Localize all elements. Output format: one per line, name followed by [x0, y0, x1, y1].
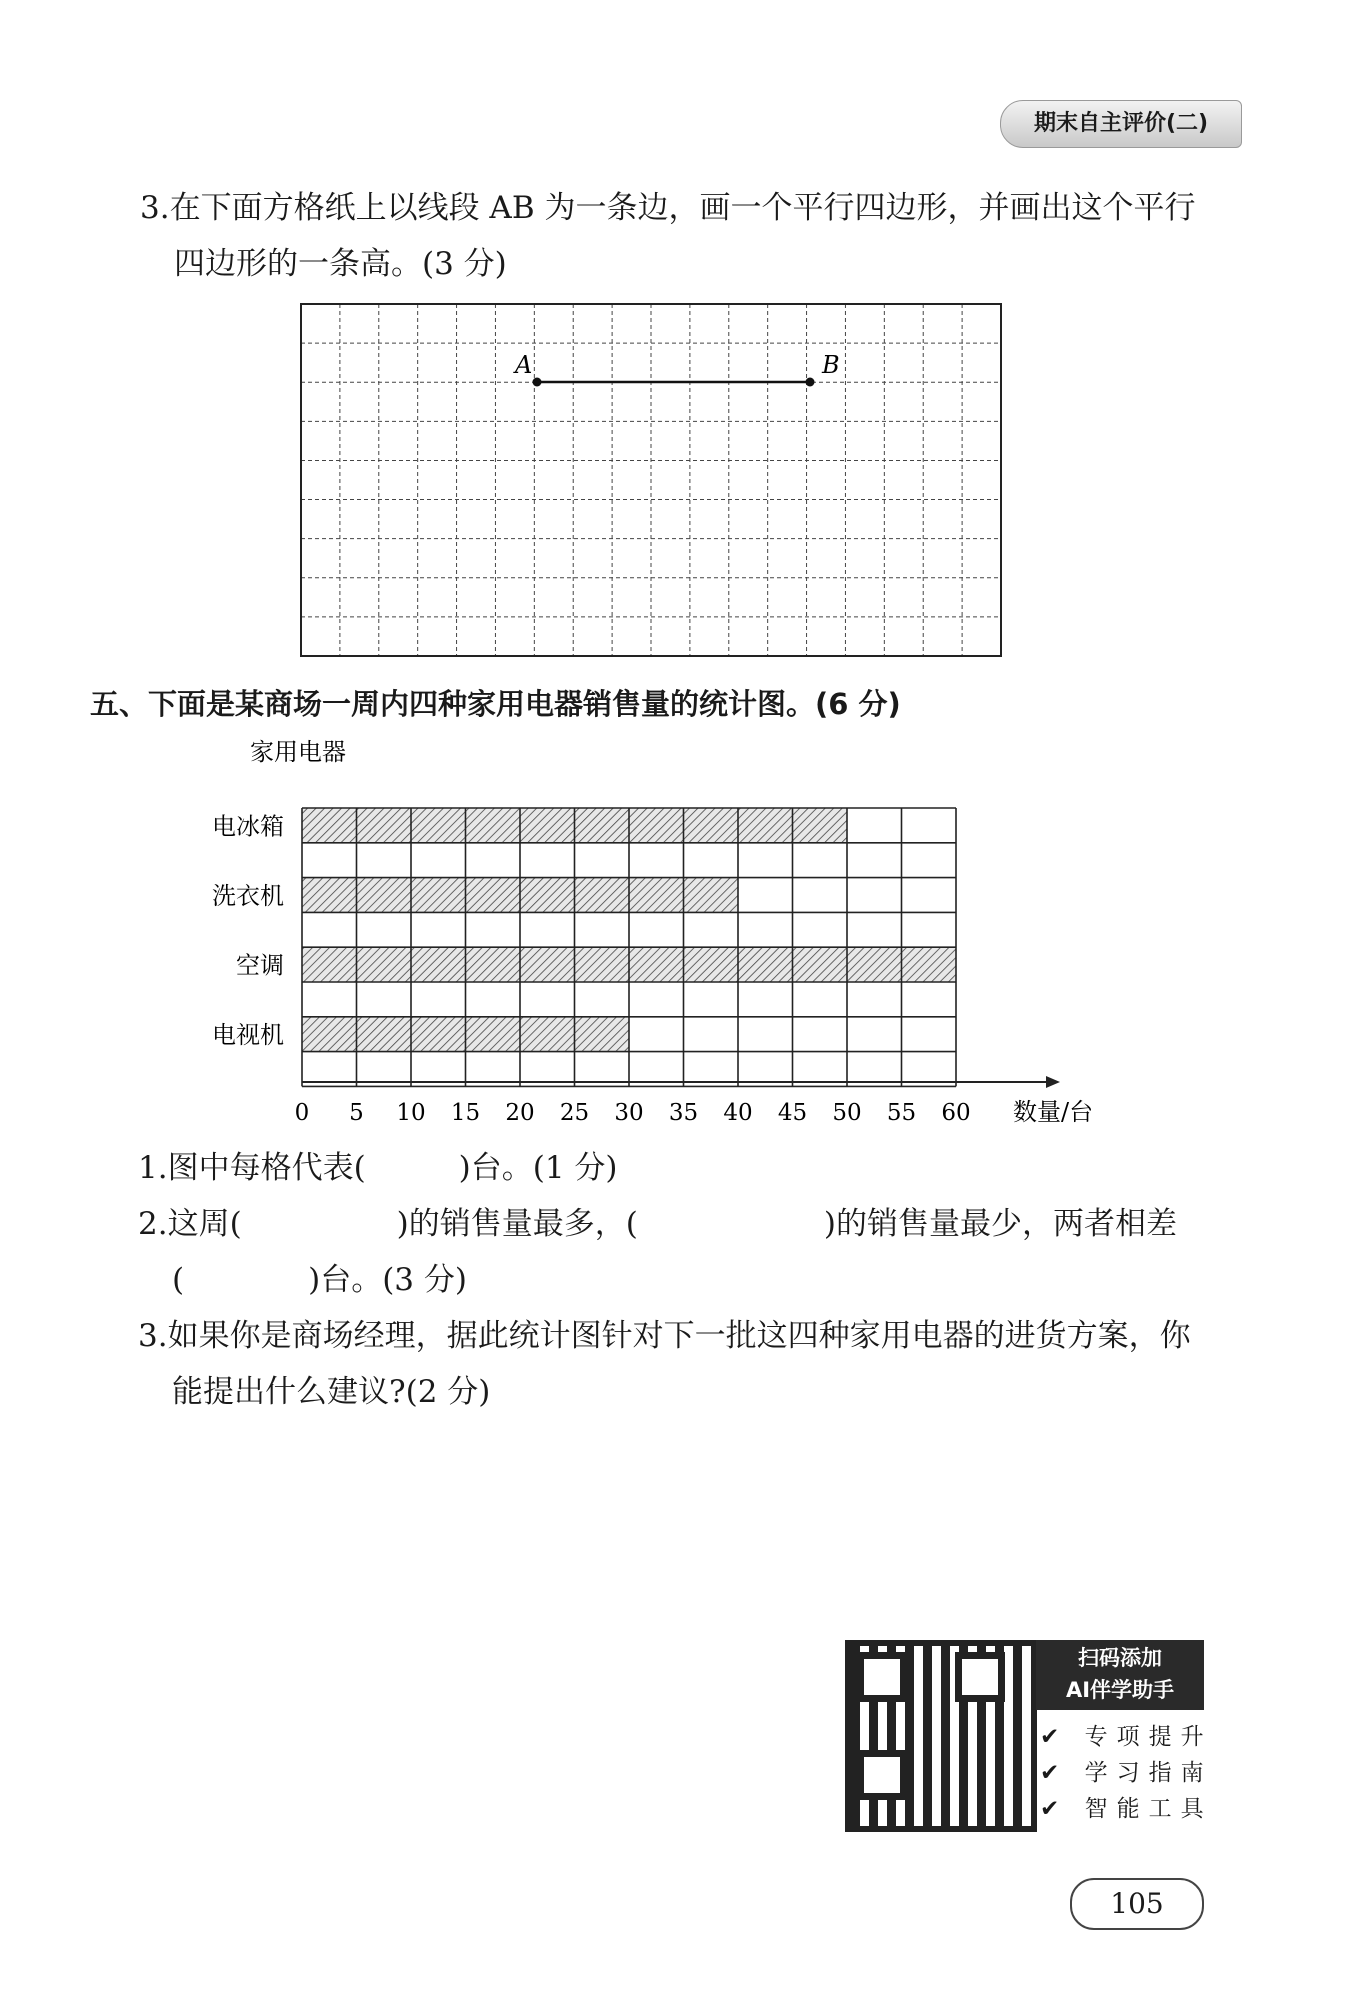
x-tick-label: 55: [886, 1100, 917, 1126]
qr-finder-bottom-left: [857, 1750, 907, 1800]
question-1: 1.图中每格代表( )台。(1 分): [138, 1150, 618, 1186]
feature-list: [1040, 1718, 1213, 1826]
x-tick-label: 35: [668, 1100, 699, 1126]
x-axis-arrow: [1046, 1076, 1060, 1088]
question-2-line2: ( )台。(3 分): [172, 1262, 467, 1298]
question-3-line2: 能提出什么建议?(2 分): [172, 1374, 491, 1410]
check-icon: ✔: [1040, 1796, 1069, 1822]
q3-text-line2: 四边形的一条高。(3 分): [174, 246, 507, 282]
x-tick-label: 5: [349, 1100, 364, 1126]
qr-finder-top-left: [857, 1652, 907, 1702]
x-tick-label: 50: [832, 1100, 862, 1126]
page-number: 105: [1070, 1878, 1204, 1930]
question-2-line1: 2.这周( )的销售量最多，( )的销售量最少，两者相差: [138, 1206, 1177, 1242]
x-tick-label: 0: [294, 1100, 310, 1126]
x-tick-label: 10: [396, 1100, 426, 1126]
category-label: 洗衣机: [212, 882, 284, 910]
feature-item: ✔ 智能工具: [1040, 1796, 1213, 1822]
category-label: 空调: [236, 951, 284, 980]
section5-title: 五、下面是某商场一周内四种家用电器销售量的统计图。(6 分): [90, 687, 901, 721]
x-tick-label: 15: [450, 1100, 481, 1126]
x-tick-label: 60: [941, 1100, 971, 1126]
grid-paper: [300, 303, 1002, 657]
point-a: [533, 378, 542, 387]
point-b: [806, 378, 815, 387]
check-icon: ✔: [1040, 1724, 1069, 1750]
x-tick-label: 40: [723, 1100, 753, 1126]
x-tick-label: 20: [505, 1100, 535, 1126]
feature-item: ✔ 学习指南: [1040, 1760, 1213, 1786]
check-icon: ✔: [1040, 1760, 1069, 1786]
qr-finder-top-right: [955, 1652, 1005, 1702]
y-axis-title: 家用电器: [250, 738, 346, 766]
point-a-label: A: [515, 351, 533, 379]
category-label: 电视机: [212, 1021, 284, 1050]
category-label: 电冰箱: [212, 812, 284, 841]
qr-tag: [1036, 1640, 1204, 1710]
section-banner: 期末自主评价(二): [1000, 100, 1242, 148]
x-tick-label: 30: [614, 1100, 644, 1126]
question-3-line1: 3.如果你是商场经理，据此统计图针对下一批这四种家用电器的进货方案，你: [138, 1318, 1191, 1354]
x-tick-label: 25: [559, 1100, 590, 1126]
feature-item: ✔ 专项提升: [1040, 1724, 1213, 1750]
point-b-label: B: [822, 351, 840, 379]
q3-text-line1: 3.在下面方格纸上以线段 AB 为一条边，画一个平行四边形，并画出这个平行: [140, 190, 1196, 226]
qr-tag-line2: AI伴学助手: [1065, 1678, 1175, 1702]
qr-tag-line1: 扫码添加: [1078, 1646, 1162, 1670]
x-axis-title: 数量/台: [1013, 1098, 1094, 1126]
bar-chart: [190, 730, 1120, 1140]
x-tick-label: 45: [777, 1100, 808, 1126]
